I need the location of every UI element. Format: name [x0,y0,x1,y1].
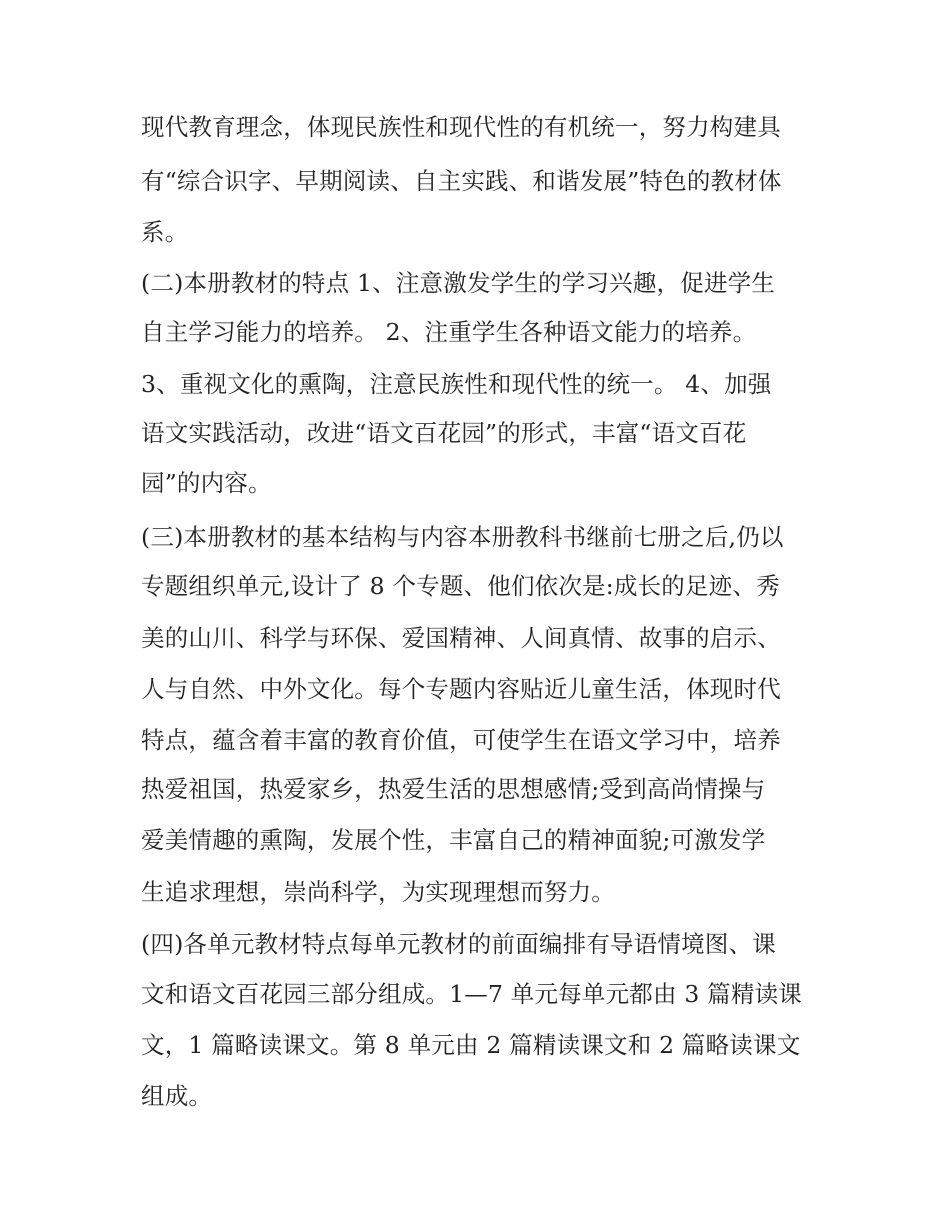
text-line: 园”的内容。 [141,469,272,497]
text-line: 有“综合识字、早期阅读、自主实践、和谐发展”特色的教材体 [141,167,782,195]
text-line: 热爱祖国，热爱家乡，热爱生活的思想感情;受到高尚情操与 [141,775,766,803]
text-line: (三)本册教材的基本结构与内容本册教科书继前七册之后,仍以 [141,523,784,551]
text-line: 系。 [141,218,189,246]
text-line: 文，1 篇略读课文。第 8 单元由 2 篇精读课文和 2 篇略读课文 [141,1031,801,1059]
text-line: 生追求理想，崇尚科学，为实现理想而努力。 [141,878,615,906]
text-line: 专题组织单元,设计了 8 个专题、他们依次是:成长的足迹、秀 [141,572,780,600]
text-line: 人与自然、中外文化。每个专题内容贴近儿童生活，体现时代 [141,675,781,703]
text-line: 自主学习能力的培养。 2、注重学生各种语文能力的培养。 [141,318,757,346]
text-line: 现代教育理念，体现民族性和现代性的有机统一，努力构建具 [141,113,781,141]
text-line: 3、重视文化的熏陶，注意民族性和现代性的统一。 4、加强 [141,370,772,398]
text-line: (二)本册教材的特点 1、注意激发学生的学习兴趣，促进学生 [141,269,776,297]
text-line: 特点，蕴含着丰富的教育价值，可使学生在语文学习中，培养 [141,726,781,754]
text-line: 文和语文百花园三部分组成。1—7 单元每单元都由 3 篇精读课 [141,980,802,1008]
text-line: (四)各单元教材特点每单元教材的前面编排有导语情境图、课 [141,930,776,958]
text-line: 爱美情趣的熏陶，发展个性，丰富自己的精神面貌;可激发学 [141,826,766,854]
text-line: 组成。 [141,1082,213,1110]
text-line: 语文实践活动，改进“语文百花园”的形式，丰富“语文百花 [141,419,747,447]
text-line: 美的山川、科学与环保、爱国精神、人间真情、故事的启示、 [141,624,781,652]
